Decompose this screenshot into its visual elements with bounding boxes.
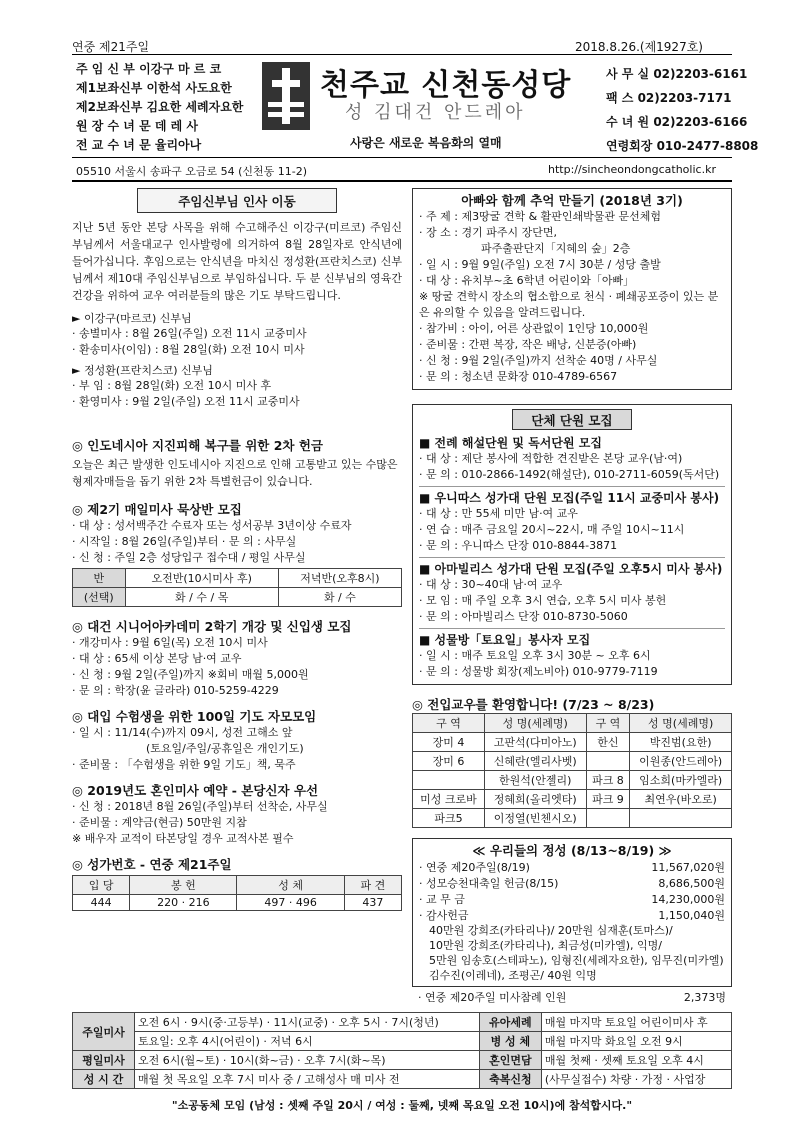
list-item: ※ 땅굴 견학시 장소의 협소함으로 천식 · 폐쇄공포증이 있는 분은 유의할 수 있음을 알려드립니다. bbox=[419, 290, 719, 319]
welcome-table bbox=[412, 713, 732, 828]
table-cell: 파크 8 bbox=[586, 771, 630, 790]
contact-value: 02)2203-6166 bbox=[653, 115, 748, 129]
footer-note: "소공동체 모임 (남성 : 셋째 주일 20시 / 여성 : 둘째, 넷째 목요일 오전 10시)에 참석합시다." bbox=[171, 1099, 633, 1112]
offering-row bbox=[419, 907, 725, 923]
list-item: · 준비물 : 「수험생을 위한 9일 기도」책, 묵주 bbox=[72, 757, 402, 773]
list-item: · 준비물 : 계약금(현금) 50만원 지참 bbox=[72, 815, 402, 831]
clergy-2: 제1보좌신부 이한석 사도요한 bbox=[76, 81, 232, 95]
senior-title: ◎ 대건 시니어아카데미 2학기 개강 및 신입생 모집 bbox=[72, 619, 352, 634]
schedule-value: 매월 마지막 토요일 어린이미사 후 bbox=[541, 1013, 731, 1032]
priest-1-heading: ► 이강구(마르코) 신부님 bbox=[72, 312, 192, 325]
table-cell: 파크5 bbox=[413, 809, 485, 828]
table-cell bbox=[413, 771, 485, 790]
table-cell: 한신 bbox=[586, 733, 630, 752]
groups-title-text: 단체 단원 모집 bbox=[531, 413, 613, 428]
group-4-title: ■ 성물방「토요일」봉사자 모집 bbox=[419, 628, 725, 648]
table-cell bbox=[586, 809, 630, 828]
church-logo bbox=[262, 62, 310, 130]
issue-date: 2018.8.26.(제1927호) bbox=[575, 40, 703, 54]
table-cell: 한원석(안젤리) bbox=[484, 771, 586, 790]
table-cell: 정혜희(올리엣타) bbox=[484, 790, 586, 809]
schedule-key: 유아세례 bbox=[479, 1013, 541, 1032]
thanks-line: 40만원 강희조(카타리나)/ 20만원 심재훈(토마스)/ bbox=[429, 924, 673, 937]
table-cell: 437 bbox=[344, 895, 401, 911]
schedule-value: 매월 첫 목요일 오후 7시 미사 중 / 고해성사 매 미사 전 bbox=[135, 1070, 480, 1089]
priest-2-list bbox=[72, 378, 402, 410]
thanks-line: 5만원 임송호(스테파노), 임형진(세례자요한), 임무진(미카엘) bbox=[429, 954, 724, 967]
greeting-body: 지난 5년 동안 본당 사목을 위해 수고해주신 이강구(미르코) 주임신부님께서 서울대교구 인사발령에 의거하여 8월 28일자로 안식년에 들어가십니다. 후임으로는 안식년을 마치신 정성환(프란치스코) 신부님께서 제10대 주임신부님으로 부임하십니다. 두 분 신부님의 영육간 건강을 위하여 교우 여러분들의 많은 기도 부탁드립니다. bbox=[72, 221, 402, 302]
list-item: · 개강미사 : 9월 6일(목) 오전 10시 미사 bbox=[72, 635, 402, 651]
exam-list bbox=[72, 725, 402, 773]
table-cell: 신혜란(엘리사벳) bbox=[484, 752, 586, 771]
attendance-value: 2,373명 bbox=[683, 991, 726, 1004]
left-column bbox=[72, 188, 402, 911]
thanks-line: 김수진(이레네), 조평곤/ 40원 익명 bbox=[429, 969, 597, 982]
list-item: · 일 시 : 매주 토요일 오후 3시 30분 ~ 오후 6시 bbox=[419, 648, 725, 664]
motto: 사랑은 새로운 복음화의 열매 bbox=[350, 136, 502, 150]
table-header: 오전반(10시미사 후) bbox=[125, 569, 278, 588]
list-item: · 대 상 : 유치부~초 6학년 어린이와「아빠」 bbox=[419, 273, 725, 289]
clergy-3: 제2보좌신부 김요한 세례자요한 bbox=[76, 100, 244, 114]
schedule-value: 오전 6시 · 9시(중·고등부) · 11시(교중) · 오후 5시 · 7시(청년) bbox=[135, 1013, 480, 1032]
attendance-label: · 연중 제20주일 미사참례 인원 bbox=[418, 989, 566, 1005]
offering-label: · 감사헌금 bbox=[419, 907, 469, 923]
table-cell: 장미 6 bbox=[413, 752, 485, 771]
table-header: 반 bbox=[73, 569, 126, 588]
table-cell: 파크 9 bbox=[586, 790, 630, 809]
table-cell: 미성 크로바 bbox=[413, 790, 485, 809]
table-cell: 박진범(요한) bbox=[630, 733, 732, 752]
table-cell: 220 · 216 bbox=[130, 895, 237, 911]
contact-label: 연령회장 bbox=[606, 139, 653, 153]
header-rule bbox=[72, 54, 732, 55]
table-cell bbox=[586, 752, 630, 771]
table-cell: 화 / 수 bbox=[278, 588, 401, 607]
offering-box bbox=[412, 838, 732, 987]
list-item: · 문 의 : 학장(윤 글라라) 010-5259-4229 bbox=[72, 683, 402, 699]
offering-label: · 성모승천대축일 헌금(8/15) bbox=[419, 875, 558, 891]
list-item: · 모 임 : 매 주일 오후 3시 연습, 오후 5시 미사 봉헌 bbox=[419, 593, 725, 609]
list-item: ※ 배우자 교적이 타본당일 경우 교적사본 필수 bbox=[72, 832, 294, 845]
list-item: · 연 습 : 매주 금요일 20시~22시, 매 주일 10시~11시 bbox=[419, 522, 725, 538]
table-cell: 최연우(바오로) bbox=[630, 790, 732, 809]
table-header: 파 견 bbox=[344, 876, 401, 895]
attendance-row bbox=[412, 987, 732, 1007]
list-item: · 신 청 : 9월 2일(주일)까지 선착순 40명 / 사무실 bbox=[419, 353, 725, 369]
table-cell: 고판석(다미아노) bbox=[484, 733, 586, 752]
list-item: · 신 청 : 9월 2일(주일)까지 ※회비 매월 5,000원 bbox=[72, 667, 402, 683]
list-item: · 주 제 : 제3땅굴 견학 & 활판인쇄박물관 문선체험 bbox=[419, 209, 725, 225]
father-title: 아빠와 함께 추억 만들기 (2018년 3기) bbox=[461, 193, 683, 208]
list-item: · 일 시 : 11/14(수)까지 09시, 성전 고해소 앞 bbox=[72, 725, 402, 741]
priest-1-name: 이강구(마르코) 신부님 bbox=[83, 312, 192, 325]
offering-amount: 8,686,500원 bbox=[658, 877, 725, 890]
list-item: (토요일/주일/공휴일은 개인기도) bbox=[146, 742, 304, 755]
clergy-5: 전 교 수 녀 문 율리아나 bbox=[76, 138, 202, 152]
schedule-value: 매월 마지막 화요일 오전 9시 bbox=[541, 1032, 731, 1051]
contact-value: 010-2477-8808 bbox=[656, 139, 759, 153]
greeting-title bbox=[137, 188, 337, 213]
groups-box bbox=[412, 404, 732, 685]
table-cell: 장미 4 bbox=[413, 733, 485, 752]
offering-title: ≪ 우리들의 정성 (8/13~8/19) ≫ bbox=[472, 843, 672, 858]
group-3-title: ■ 아마빌리스 성가대 단원 모집(주일 오후5시 미사 봉사) bbox=[419, 557, 725, 577]
table-header: 저녁반(오후8시) bbox=[278, 569, 401, 588]
table-cell: 임소희(마카엘라) bbox=[630, 771, 732, 790]
schedule-key: 병 성 체 bbox=[479, 1032, 541, 1051]
group-3-list bbox=[419, 577, 725, 625]
address: 05510 서울시 송파구 오금로 54 (신천동 11-2) bbox=[76, 165, 308, 178]
wedding-title: ◎ 2019년도 혼인미사 예약 - 본당신자 우선 bbox=[72, 783, 319, 798]
website-link[interactable]: http://sincheondongcatholic.kr bbox=[548, 163, 716, 176]
list-item: · 시작일 : 8월 26일(주일)부터 · 문 의 : 사무실 bbox=[72, 534, 402, 550]
group-4-list bbox=[419, 648, 725, 680]
list-item: 파주출판단지「지혜의 숲」2층 bbox=[481, 242, 631, 255]
schedule-key: 평일미사 bbox=[73, 1051, 135, 1070]
offering-row bbox=[419, 859, 725, 875]
table-cell: 497 · 496 bbox=[237, 895, 344, 911]
header-bottom-rule bbox=[72, 180, 732, 182]
list-item: · 대 상 : 65세 이상 본당 남·여 교우 bbox=[72, 651, 402, 667]
table-header: 구 역 bbox=[586, 714, 630, 733]
contact-value: 02)2203-7171 bbox=[637, 91, 732, 105]
list-item: · 대 상 : 성서백주간 수료자 또는 성서공부 3년이상 수료자 bbox=[72, 518, 402, 534]
table-header: 성 명(세례명) bbox=[630, 714, 732, 733]
list-item: · 문 의 : 아마빌리스 단장 010-8730-5060 bbox=[419, 609, 725, 625]
hymn-table bbox=[72, 875, 402, 911]
church-name: 천주교 신천동성당 bbox=[320, 68, 572, 103]
list-item: · 문 의 : 우니따스 단장 010-8844-3871 bbox=[419, 538, 725, 554]
contact-label: 수 녀 원 bbox=[606, 115, 650, 129]
mass-class-title: ◎ 제2기 매일미사 묵상반 모집 bbox=[72, 502, 242, 517]
schedule-value: 매월 첫째 · 셋째 토요일 오후 4시 bbox=[541, 1051, 731, 1070]
offering-label: · 연중 제20주일(8/19) bbox=[419, 859, 530, 875]
welcome-title: ◎ 전입교우를 환영합니다! (7/23 ~ 8/23) bbox=[412, 697, 655, 712]
list-item: · 문 의 : 010-2866-1492(해설단), 010-2711-6059(독서단) bbox=[419, 467, 725, 483]
schedule-value: 토요일: 오후 4시(어린이) · 저녁 6시 bbox=[135, 1032, 480, 1051]
list-item: · 참가비 : 아이, 어른 상관없이 1인당 10,000원 bbox=[419, 321, 725, 337]
clergy-1: 주 임 신 부 이강구 마 르 코 bbox=[76, 62, 222, 76]
table-header: 입 당 bbox=[73, 876, 130, 895]
group-2-title: ■ 우니따스 성가대 단원 모집(주일 11시 교중미사 봉사) bbox=[419, 486, 725, 506]
table-header: 구 역 bbox=[413, 714, 485, 733]
contact-label: 팩 스 bbox=[606, 91, 634, 105]
table-cell: 화 / 수 / 목 bbox=[125, 588, 278, 607]
offering-amount: 1,150,040원 bbox=[658, 909, 725, 922]
list-item: · 부 임 : 8월 28일(화) 오전 10시 미사 후 bbox=[72, 378, 402, 394]
list-item: · 문 의 : 성물방 회장(제노비아) 010-9779-7119 bbox=[419, 664, 725, 680]
thanks-line: 10만원 강희조(카타리나), 최금성(미카엘), 익명/ bbox=[429, 939, 662, 952]
wedding-list bbox=[72, 799, 402, 847]
clergy-list bbox=[76, 60, 243, 155]
offering-row bbox=[419, 875, 725, 891]
list-item: · 환송미사(이임) : 8월 28일(화) 오전 10시 미사 bbox=[72, 342, 402, 358]
list-item: · 준비물 : 간편 복장, 작은 배낭, 신분증(아빠) bbox=[419, 337, 725, 353]
schedule-key: 주일미사 bbox=[73, 1013, 135, 1051]
contacts bbox=[606, 62, 758, 158]
table-cell: (선택) bbox=[73, 588, 126, 607]
offering-amount: 14,230,000원 bbox=[651, 893, 725, 906]
list-item: · 장 소 : 경기 파주시 장단면, bbox=[419, 225, 725, 241]
church-subname: 성 김대건 안드레아 bbox=[345, 102, 526, 123]
contact-label: 사 무 실 bbox=[606, 67, 650, 81]
right-column bbox=[412, 188, 732, 1007]
schedule-value: 오전 6시(월~토) · 10시(화~금) · 오후 7시(화~목) bbox=[135, 1051, 480, 1070]
offering-row bbox=[419, 891, 725, 907]
priest-2-name: 정성환(프란치스코) 신부님 bbox=[83, 364, 213, 377]
table-cell: 이정열(빈첸시오) bbox=[484, 809, 586, 828]
indonesia-body: 오늘은 최근 발생한 인도네시아 지진으로 인해 고통받고 있는 수많은 형제자매들을 돕기 위한 2차 특별헌금이 있습니다. bbox=[72, 458, 398, 488]
schedule-key: 성 시 간 bbox=[73, 1070, 135, 1089]
father-list bbox=[419, 209, 725, 385]
priest-2-heading: ► 정성환(프란치스코) 신부님 bbox=[72, 364, 213, 377]
group-2-list bbox=[419, 506, 725, 554]
clergy-4: 원 장 수 녀 문 데 레 사 bbox=[76, 119, 198, 133]
group-1-list bbox=[419, 451, 725, 483]
contact-value: 02)2203-6161 bbox=[653, 67, 748, 81]
offering-label: · 교 무 금 bbox=[419, 891, 465, 907]
senior-list bbox=[72, 635, 402, 699]
greeting-title-text: 주임신부님 인사 이동 bbox=[178, 194, 296, 209]
schedule-table bbox=[72, 1012, 732, 1089]
list-item: · 신 청 : 주일 2층 성당입구 접수대 / 평일 사무실 bbox=[72, 550, 402, 566]
mass-class-list bbox=[72, 518, 402, 566]
schedule-value: (사무실접수) 차량 · 가정 · 사업장 bbox=[541, 1070, 731, 1089]
list-item: · 송별미사 : 8월 26일(주일) 오전 11시 교중미사 bbox=[72, 326, 402, 342]
offering-amount: 11,567,020원 bbox=[651, 861, 725, 874]
header-tag: 연중 제21주일 bbox=[72, 40, 150, 54]
list-item: · 일 시 : 9월 9일(주일) 오전 7시 30분 / 성당 출발 bbox=[419, 257, 725, 273]
mass-class-table bbox=[72, 568, 402, 607]
address-rule bbox=[72, 157, 732, 158]
father-box bbox=[412, 188, 732, 390]
list-item: · 대 상 : 30~40대 남·여 교우 bbox=[419, 577, 725, 593]
list-item: · 대 상 : 제단 봉사에 적합한 견진받은 본당 교우(남·여) bbox=[419, 451, 725, 467]
schedule-key: 축복신청 bbox=[479, 1070, 541, 1089]
list-item: · 문 의 : 청소년 문화장 010-4789-6567 bbox=[419, 369, 725, 385]
table-header: 봉 헌 bbox=[130, 876, 237, 895]
table-header: 성 명(세례명) bbox=[484, 714, 586, 733]
exam-title: ◎ 대입 수험생을 위한 100일 기도 자모모임 bbox=[72, 709, 317, 724]
group-1-title: ■ 전례 해설단원 및 독서단원 모집 bbox=[419, 436, 602, 450]
table-cell: 이원종(안드레아) bbox=[630, 752, 732, 771]
groups-title bbox=[512, 409, 632, 430]
table-cell: 444 bbox=[73, 895, 130, 911]
table-cell bbox=[630, 809, 732, 828]
indonesia-title: ◎ 인도네시아 지진피해 복구를 위한 2차 헌금 bbox=[72, 438, 323, 453]
church-logo-icon bbox=[262, 62, 310, 130]
thanks-list bbox=[419, 923, 725, 983]
list-item: · 대 상 : 만 55세 미만 남·여 교우 bbox=[419, 506, 725, 522]
schedule-key: 혼인면담 bbox=[479, 1051, 541, 1070]
table-header: 성 체 bbox=[237, 876, 344, 895]
list-item: · 환영미사 : 9월 2일(주일) 오전 11시 교중미사 bbox=[72, 394, 402, 410]
hymn-title: ◎ 성가번호 - 연중 제21주일 bbox=[72, 857, 232, 872]
priest-1-list bbox=[72, 326, 402, 358]
list-item: · 신 청 : 2018년 8월 26일(주일)부터 선착순, 사무실 bbox=[72, 799, 402, 815]
